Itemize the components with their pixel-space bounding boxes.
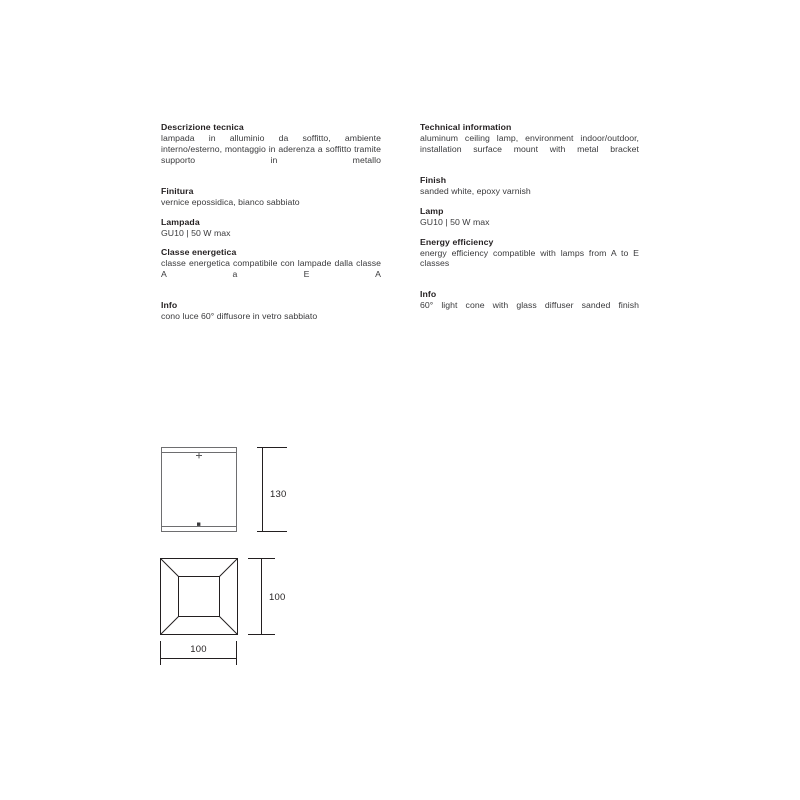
spec-body-lamp: GU10 | 50 W max [420, 216, 490, 227]
spec-block-lamp [420, 206, 639, 228]
spec-body-energy-efficiency: energy efficiency compatible with lamps from A to E classes [420, 247, 639, 269]
spec-block-energy-efficiency [420, 237, 639, 281]
spec-block-classe-energetica [161, 247, 381, 291]
dimension-height-100 [248, 559, 285, 635]
spec-body-technical-information: aluminum ceiling lamp, environment indoor/outdoor, installation surface mount with metal bracket [420, 133, 639, 154]
spec-heading-technical-information: Technical information [420, 122, 512, 132]
spec-heading-energy-efficiency: Energy efficiency [420, 236, 494, 247]
spec-heading-lampada: Lampada [161, 216, 200, 227]
spec-heading-lamp: Lamp [420, 205, 444, 216]
spec-body-info-it: cono luce 60° diffusore in vetro sabbiato [161, 311, 318, 322]
spec-heading-info-en: Info [420, 289, 437, 300]
spec-block-descrizione-tecnica [161, 122, 381, 177]
side-elevation-view [162, 448, 237, 532]
spec-heading-finitura: Finitura [161, 185, 194, 196]
spec-heading-classe-energetica: Classe energetica [161, 247, 237, 258]
spec-body-finitura: vernice epossidica, bianco sabbiato [161, 196, 300, 207]
spec-body-descrizione-tecnica: lampada in alluminio da soffitto, ambiente interno/esterno, montaggio in aderenza a soffitto tramite supporto in metallo [161, 133, 381, 165]
side-view-bottom-center-mark [197, 523, 200, 526]
plan-view-diagonal-top-right [220, 559, 238, 577]
spec-block-lampada [161, 217, 381, 239]
dimension-height-130 [257, 448, 287, 532]
side-view-top-center-mark [196, 453, 202, 459]
spec-heading-descrizione-tecnica: Descrizione tecnica [161, 122, 244, 132]
plan-view-outer-square [161, 559, 238, 635]
dim-130-label: 130 [270, 489, 287, 500]
plan-view-diagonal-bottom-left [161, 617, 179, 635]
spec-block-info-en [420, 289, 639, 322]
plan-view [161, 559, 238, 635]
plan-view-diagonal-bottom-right [220, 617, 238, 635]
spec-body-finish: sanded white, epoxy varnish [420, 185, 531, 196]
plan-view-diagonal-top-left [161, 559, 179, 577]
plan-view-inner-square [179, 577, 220, 617]
spec-heading-info-it: Info [161, 300, 178, 311]
dim-100-v-label: 100 [269, 592, 286, 603]
spec-block-finitura [161, 186, 381, 208]
spec-column-english [420, 122, 639, 322]
spec-body-classe-energetica: classe energetica compatibile con lampade dalla classe A a E A [161, 258, 381, 280]
spec-column-italian [161, 122, 381, 322]
spec-heading-finish: Finish [420, 174, 447, 185]
dim-100-h-label: 100 [190, 644, 207, 655]
spec-block-technical-information [420, 122, 639, 166]
dimension-width-100 [161, 641, 237, 665]
side-view-body-outline [162, 448, 237, 532]
spec-body-lampada: GU10 | 50 W max [161, 227, 231, 238]
spec-block-info-it [161, 300, 381, 322]
spec-block-finish [420, 175, 639, 197]
spec-body-info-en: 60° light cone with glass diffuser sanded finish [420, 300, 639, 311]
